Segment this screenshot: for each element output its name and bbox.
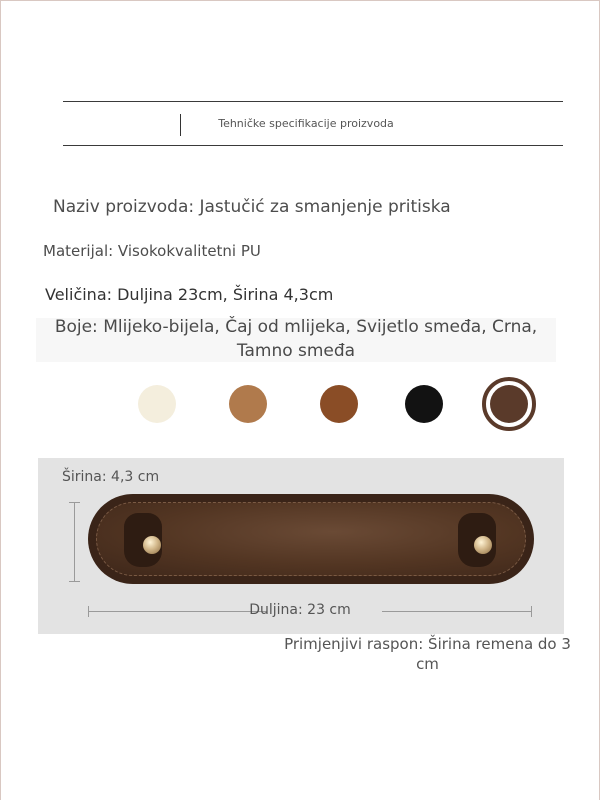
left-border (0, 0, 1, 800)
header-divider-top (63, 101, 563, 102)
swatch-dark-brown[interactable] (482, 377, 536, 431)
width-dimension-line (74, 502, 75, 582)
applicable-range: Primjenjivi raspon: Širina remena do 3 cm (284, 635, 571, 673)
length-label: Duljina: 23 cm (249, 602, 351, 618)
swatch-milk-white[interactable] (138, 385, 176, 423)
width-label: Širina: 4,3 cm (62, 469, 160, 485)
product-colors: Boje: Mlijeko-bijela, Čaj od mlijeka, Svijetlo smeđa, Crna, Tamno smeđa (54, 317, 538, 361)
header-divider-bottom (63, 145, 563, 146)
width-dimension-cap-top (69, 502, 80, 503)
product-material: Materijal: Visokokvalitetni PU (43, 242, 261, 260)
product-size: Veličina: Duljina 23cm, Širina 4,3cm (45, 285, 334, 304)
width-dimension-cap-bottom (69, 581, 80, 582)
swatch-selected-inner (490, 385, 528, 423)
rivet-left (143, 536, 161, 554)
rivet-right (474, 536, 492, 554)
swatch-milk-tea[interactable] (229, 385, 267, 423)
section-title: Tehničke specifikacije proizvoda (180, 114, 431, 136)
swatch-light-brown[interactable] (320, 385, 358, 423)
top-border (0, 0, 600, 1)
swatch-black[interactable] (405, 385, 443, 423)
product-name: Naziv proizvoda: Jastučić za smanjenje pritiska (53, 197, 451, 217)
